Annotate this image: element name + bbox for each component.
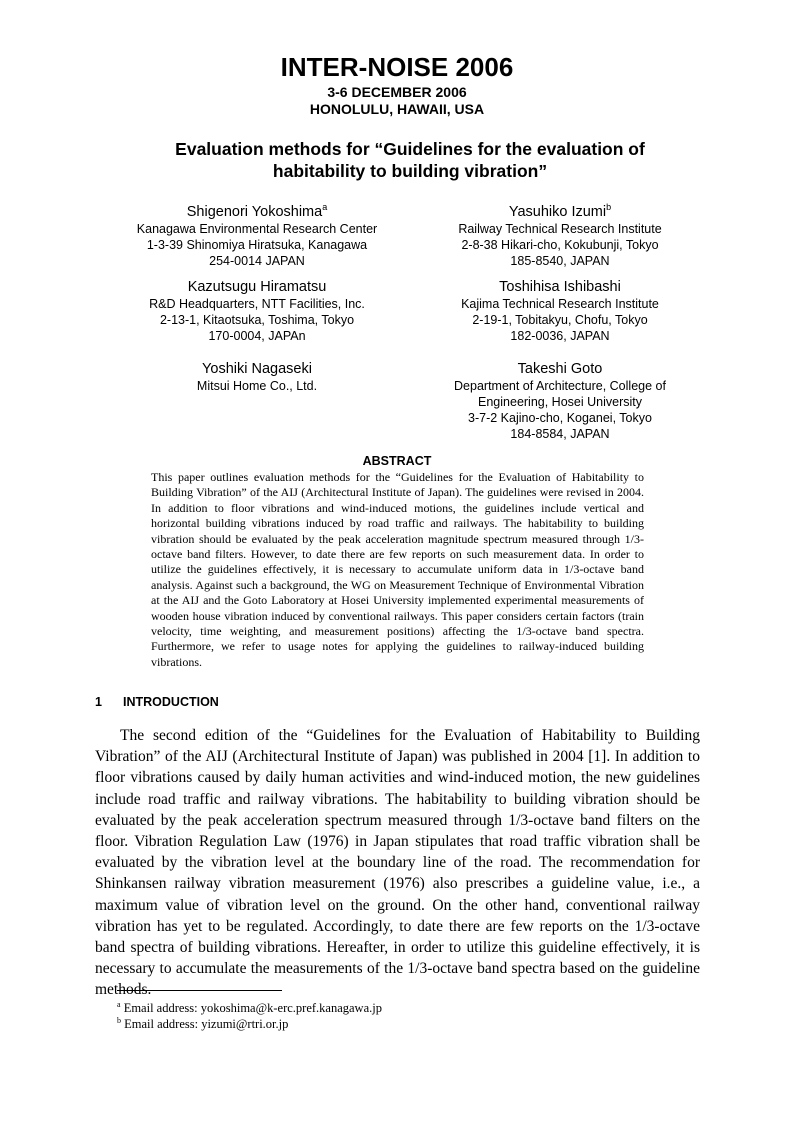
author-block: [410, 360, 710, 442]
author-address: 2-8-38 Hikari-cho, Kokubunji, Tokyo: [461, 237, 659, 252]
author-footnote-mark: a: [322, 202, 328, 212]
conference-title: INTER-NOISE 2006: [280, 52, 514, 82]
author-address: 2-19-1, Tobitakyu, Chofu, Tokyo: [472, 313, 648, 327]
paper-title: [100, 138, 720, 182]
author-name: Yasuhiko Izumi$^b$: [508, 202, 612, 220]
paper-title-line-2: habitability to building vibration”: [272, 161, 548, 181]
author-postcode: 170-0004, JAPAn: [208, 329, 306, 343]
author-block: [107, 278, 407, 344]
author-affiliation: Mitsui Home Co., Ltd.: [196, 379, 318, 393]
author-footnote-mark: b: [606, 202, 612, 212]
author-name: Takeshi Goto: [517, 361, 603, 377]
author-block: [410, 278, 710, 344]
author-affiliation: Kanagawa Environmental Research Center: [136, 221, 378, 236]
conference-location: HONOLULU, HAWAII, USA: [309, 101, 485, 117]
author-address: 2-13-1, Kitaotsuka, Toshima, Tokyo: [159, 313, 355, 327]
section-heading: [95, 695, 219, 709]
author-block: [107, 198, 407, 269]
footnote-mark: b: [117, 1016, 121, 1025]
author-postcode: 182-0036, JAPAN: [510, 329, 610, 343]
author-address: 3-7-2 Kajino-cho, Koganei, Tokyo: [468, 411, 652, 425]
footnote-text: Email address: yokoshima@k-erc.pref.kanagawa.jp: [123, 1001, 382, 1016]
paper-title-line-1: Evaluation methods for “Guidelines for the evaluation of: [175, 139, 645, 159]
author-affiliation: Railway Technical Research Institute: [458, 221, 662, 236]
author-block: [107, 360, 407, 394]
abstract-text: This paper outlines evaluation methods for the “Guidelines for the Evaluation of Habitability to Building Vibration” of the AIJ (Architectural Institute of Japan). The guidelines were revised in 2004. In addition to floor vibrations and wind-induced motions, the guidelines include vertical and horizontal building vibrations induced by road traffic and railways. The habitability to building vibration should be evaluated by the peak acceleration magnitude spectrum measured through 1/3-octave band filters. However, to date there are few reports on such measurement data. In order to utilize the guidelines effectively, it is necessary to accumulate uniform data in 1/3-octave band analysis. Against such a background, the WG on Measurement Technique of Environmental Vibration at the AIJ and the Goto Laboratory at Hosei University implemented experimental measurements of wooden house vibration induced by conventional railways. This paper considers certain factors (train velocity, time weighting, and measurement positions) affecting the 1/3-octave band spectra. Furthermore, we refer to usage notes for applying the guidelines to railway-induced building vibrations.: [151, 470, 644, 669]
author-name: Kazutsugu Hiramatsu: [187, 279, 327, 295]
footnote-divider: [117, 990, 282, 991]
author-postcode: 254-0014 JAPAN: [209, 253, 305, 268]
author-affiliation: R&D Headquarters, NTT Facilities, Inc.: [149, 297, 365, 311]
author-affiliation: Kajima Technical Research Institute: [461, 297, 659, 311]
author-block: [410, 198, 710, 269]
footnote: [117, 1013, 288, 1032]
author-postcode: 184-8584, JAPAN: [510, 427, 610, 441]
author-name: Yoshiki Nagaseki: [202, 361, 312, 377]
author-affiliation: Department of Architecture, College of: [454, 379, 666, 393]
author-postcode: 185-8540, JAPAN: [510, 253, 610, 268]
abstract-heading: ABSTRACT: [362, 454, 432, 468]
introduction-paragraph: The second edition of the “Guidelines for the Evaluation of Habitability to Building Vibration” of the AIJ (Architectural Institute of Japan) was published in 2004 [1]. In addition to floor vibrations caused by daily human activities and wind-induced motion, the new guidelines include road traffic and railway vibrations. The habitability to building vibration should be evaluated by the peak acceleration spectrum measured through 1/3-octave band filters on the floor. Vibration Regulation Law (1976) in Japan stipulates that road traffic vibration shall be evaluated by the vibration level at the boundary line of the road. The recommendation for Shinkansen railway vibration measurement (1976) also prescribes a guideline value, i.e., a maximum value of vibration level on the ground. On the other hand, conventional railway vibration has yet to be regulated. Accordingly, to date there are few reports on the 1/3-octave band spectra of building vibrations. Hereafter, in order to utilize this guideline effectively, it is necessary to accumulate the measurements of the 1/3-octave band spectra based on the guideline methods.: [95, 727, 700, 999]
footnote-mark: a: [117, 1000, 121, 1009]
section-number: 1: [95, 695, 102, 709]
author-address: 1-3-39 Shinomiya Hiratsuka, Kanagawa: [146, 237, 368, 252]
author-name: Shigenori Yokoshima$^a$: [186, 202, 328, 220]
author-affiliation-cont: Engineering, Hosei University: [478, 395, 642, 409]
conference-dates: 3-6 DECEMBER 2006: [327, 84, 467, 100]
section-title: INTRODUCTION: [123, 695, 219, 709]
footnote-text: Email address: yizumi@rtri.or.jp: [124, 1017, 289, 1032]
author-name: Toshihisa Ishibashi: [499, 279, 621, 295]
